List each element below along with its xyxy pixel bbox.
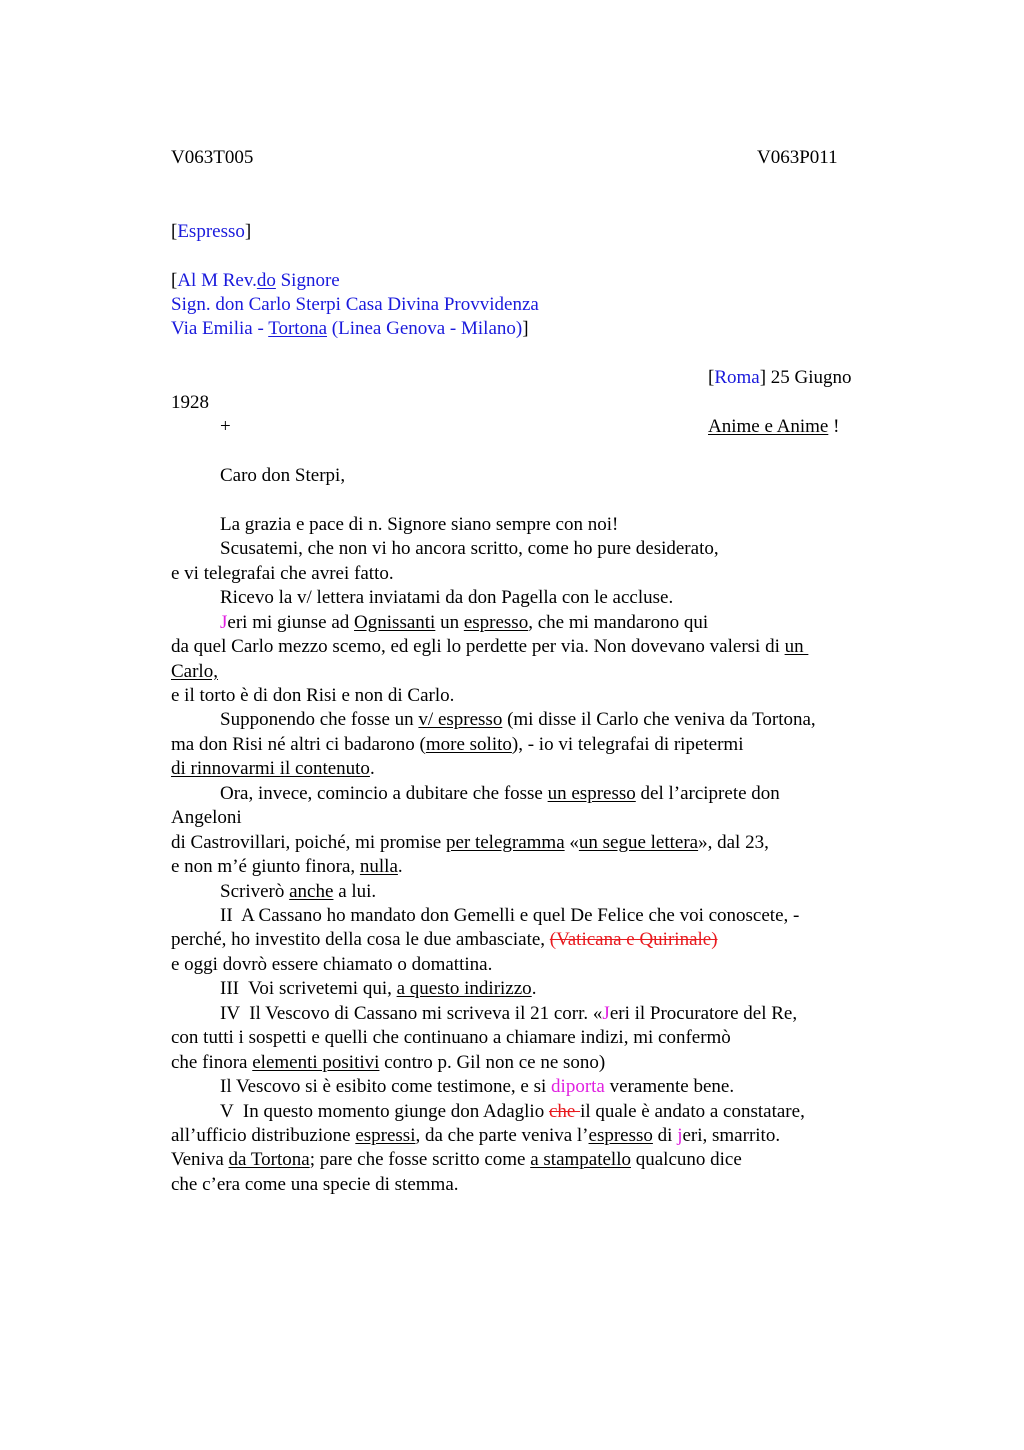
text: eri, smarrito. xyxy=(682,1125,781,1146)
text: perché, ho investito della cosa le due ambasciate, xyxy=(171,929,550,950)
date: ] 25 Giugno xyxy=(759,367,852,388)
text: eri mi giunse ad xyxy=(227,612,355,633)
text: che finora xyxy=(171,1052,253,1073)
letter-line xyxy=(171,1148,742,1172)
letter-line xyxy=(220,1075,734,1099)
text: (mi disse il Carlo che veniva da Tortona, xyxy=(502,709,816,730)
text: e non m’é giunto finora, xyxy=(171,856,360,877)
espresso-line: [Espresso] xyxy=(171,221,252,242)
letter-line xyxy=(171,635,808,659)
text: di Castrovillari, poiché, mi promise xyxy=(171,832,446,853)
address-text: Via Emilia - xyxy=(171,318,269,339)
letter-line xyxy=(220,611,708,635)
text: del l’arciprete don xyxy=(635,783,780,804)
corrected-letter: j xyxy=(677,1125,683,1146)
letter-line xyxy=(220,977,536,1001)
underlined-text: a questo indirizzo xyxy=(396,978,532,999)
address-text: Signore xyxy=(275,270,340,291)
underlined-text: v/ espresso xyxy=(418,709,503,730)
underlined-text: nulla xyxy=(359,856,398,877)
text: . xyxy=(369,758,375,779)
letter-line: Ricevo la v/ lettera inviatami da don Pagella con le accluse. xyxy=(220,587,674,608)
right-code: V063P011 xyxy=(757,147,838,168)
deleted-text: che xyxy=(548,1101,581,1122)
cross-mark: + xyxy=(220,416,231,437)
text: « xyxy=(564,832,579,853)
underlined-text: Ognissanti xyxy=(354,612,436,633)
address-city: Tortona xyxy=(268,318,328,339)
motto xyxy=(708,415,839,439)
underlined-text: anche xyxy=(289,881,334,902)
text: a lui. xyxy=(333,881,377,902)
underlined-text: di rinnovarmi il contenuto xyxy=(171,758,370,779)
address-line-2: Sign. don Carlo Sterpi Casa Divina Provvidenza xyxy=(171,294,539,315)
letter-line xyxy=(220,782,780,806)
letter-line xyxy=(220,1002,797,1026)
letter-line: che c’era come una specie di stemma. xyxy=(171,1174,459,1195)
text: il quale è andato a constatare, xyxy=(580,1101,805,1122)
underlined-text: un segue lettera xyxy=(578,832,699,853)
underlined-text: a stampatello xyxy=(530,1149,631,1170)
text: eri il Procuratore del Re, xyxy=(609,1003,798,1024)
address-text: (Linea Genova - Milano) xyxy=(327,318,523,339)
corrected-letter: J xyxy=(220,612,228,633)
espresso-label: Espresso xyxy=(177,221,245,242)
letter-line: e oggi dovrò essere chiamato o domattina. xyxy=(171,954,493,975)
text: qualcuno dice xyxy=(631,1149,742,1170)
text: di xyxy=(652,1125,678,1146)
text: all’ufficio distribuzione xyxy=(171,1125,356,1146)
address-text: Al M Rev. xyxy=(177,270,257,291)
letter-line: La grazia e pace di n. Signore siano sempre con noi! xyxy=(220,514,619,535)
text: », dal 23, xyxy=(698,832,769,853)
letter-line xyxy=(171,757,375,781)
year: 1928 xyxy=(171,392,209,413)
corrected-letter: J xyxy=(602,1003,610,1024)
text: ), - io vi telegrafai di ripetermi xyxy=(511,734,744,755)
letter-line xyxy=(220,1100,805,1124)
text: . xyxy=(531,978,537,999)
underlined-text: un espresso xyxy=(547,783,636,804)
underlined-text: more solito xyxy=(425,734,512,755)
text: III Voi scrivetemi qui, xyxy=(220,978,397,999)
left-code: V063T005 xyxy=(171,147,254,168)
underlined-text: elementi positivi xyxy=(252,1052,380,1073)
letter-line: con tutti i sospetti e quelli che continuano a chiamare indizi, mi confermò xyxy=(171,1027,731,1048)
letter-line xyxy=(220,708,816,732)
text: V In questo momento giunge don Adaglio xyxy=(220,1101,549,1122)
letter-line xyxy=(171,855,403,879)
letter-line xyxy=(171,928,718,952)
letter-line: e il torto è di don Risi e non di Carlo. xyxy=(171,685,455,706)
letter-line xyxy=(220,880,376,904)
letter-line: II A Cassano ho mandato don Gemelli e quel De Felice che voi conoscete, - xyxy=(220,905,800,926)
text: veramente bene. xyxy=(604,1076,735,1097)
text: contro p. Gil non ce ne sono) xyxy=(379,1052,606,1073)
underlined-text: espresso xyxy=(588,1125,653,1146)
underlined-text: da Tortona xyxy=(228,1149,310,1170)
corrected-word: diporta xyxy=(551,1076,605,1097)
text: ; pare che fosse scritto come xyxy=(309,1149,531,1170)
letter-line xyxy=(171,831,769,855)
motto-suffix: ! xyxy=(828,416,840,437)
text: da quel Carlo mezzo scemo, ed egli lo perdette per via. Non dovevano valersi di xyxy=(171,636,785,657)
letter-line: Scusatemi, che non vi ho ancora scritto, come ho pure desiderato, xyxy=(220,538,719,559)
text: , che mi mandarono qui xyxy=(528,612,709,633)
salutation: Caro don Sterpi, xyxy=(220,465,346,486)
text: , da che parte veniva l’ xyxy=(415,1125,589,1146)
text: Il Vescovo si è esibito come testimone, e si xyxy=(220,1076,552,1097)
motto-text: Anime e Anime xyxy=(708,416,829,437)
letter-line xyxy=(171,1124,780,1148)
text: Supponendo che fosse un xyxy=(220,709,419,730)
text: Veniva xyxy=(171,1149,229,1170)
text: Ora, invece, comincio a dubitare che fosse xyxy=(220,783,548,804)
letter-line: Carlo, xyxy=(171,661,218,682)
text: Scriverò xyxy=(220,881,290,902)
text: . xyxy=(397,856,403,877)
underlined-text: espressi xyxy=(355,1125,416,1146)
underlined-text: espresso xyxy=(463,612,529,633)
address-line-3: Via Emilia - Tortona (Linea Genova - Milano)] xyxy=(171,318,529,339)
letter-line xyxy=(171,733,744,757)
underlined-text: un xyxy=(784,636,809,657)
text: un xyxy=(435,612,464,633)
text: ma don Risi né altri ci badarono ( xyxy=(171,734,426,755)
letter-line: Angeloni xyxy=(171,807,242,828)
deleted-text: (Vaticana e Quirinale) xyxy=(549,929,718,950)
underlined-text: per telegramma xyxy=(445,832,565,853)
text: IV Il Vescovo di Cassano mi scriveva il 21 corr. « xyxy=(220,1003,603,1024)
place: Roma xyxy=(714,367,760,388)
letter-line: e vi telegrafai che avrei fatto. xyxy=(171,563,394,584)
letter-line xyxy=(171,1051,605,1075)
address-line-1: [Al M Rev.do Signore xyxy=(171,270,340,291)
address-abbrev: do xyxy=(256,270,276,291)
dateline: [Roma] 25 Giugno xyxy=(708,367,852,388)
